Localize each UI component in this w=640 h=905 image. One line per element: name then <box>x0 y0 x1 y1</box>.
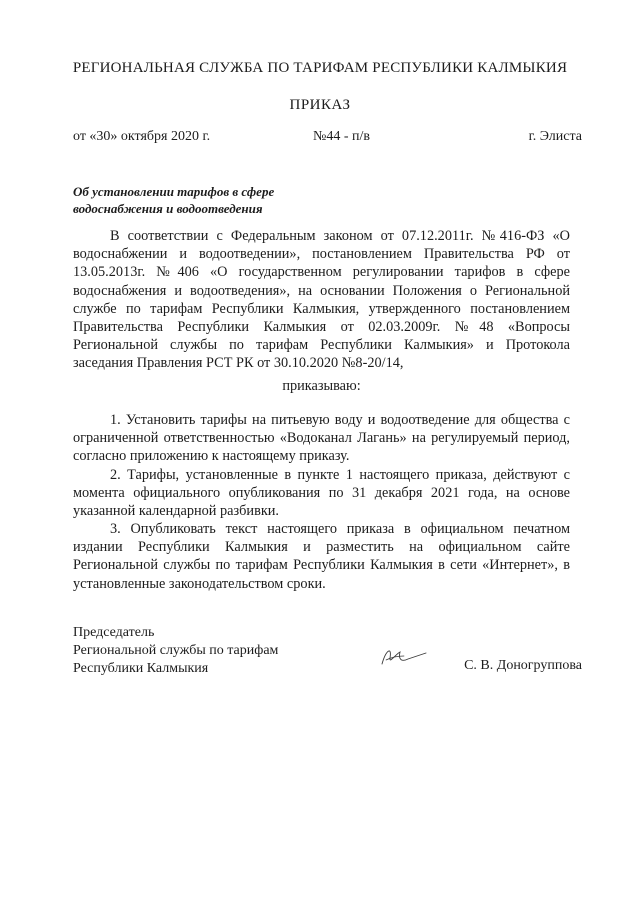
order-number: №44 - п/в <box>313 129 371 144</box>
signer-position <box>73 624 333 678</box>
agency-name: РЕГИОНАЛЬНАЯ СЛУЖБА ПО ТАРИФАМ РЕСПУБЛИКИ КАЛМЫКИЯ <box>72 60 568 76</box>
subject-line-2: водоснабжения и водоотведения <box>73 201 263 216</box>
order-city: г. Элиста <box>528 129 582 144</box>
order-meta <box>73 129 582 147</box>
order-item-2: 2. Тарифы, установленные в пункте 1 настоящего приказа, действуют с момента официального опубликования по 31 декабря 2021 года, на основе указанной календарной разбивки. <box>73 467 570 520</box>
signer-position-line-3: Республики Калмыкия <box>73 661 209 676</box>
handwritten-signature <box>372 642 432 672</box>
signer-position-line-2: Региональной службы по тарифам <box>73 643 279 658</box>
order-subject <box>73 183 363 217</box>
document-type: ПРИКАЗ <box>289 97 351 113</box>
decree-word: приказываю: <box>282 378 361 394</box>
signer-position-line-1: Председатель <box>73 625 155 640</box>
subject-line-1: Об установлении тарифов в сфере <box>73 184 275 199</box>
order-date: от «30» октября 2020 г. <box>73 129 211 144</box>
order-item-3: 3. Опубликовать текст настоящего приказа в официальном печатном издании Республики Калмыкия и разместить на официальном сайте Региональной службы по тарифам Республики Калмыкия в сети «Интернет», в установленные законодательством сроки. <box>73 521 570 592</box>
preamble-paragraph: В соответствии с Федеральным законом от 07.12.2011г. №416-ФЗ «О водоснабжении и водоотведении», постановлением Правительства РФ от 13.05.2013г. №406 «О государственном регулировании тарифов в сфере водоснабжения и водоотведения», на основании Положения о Региональной службе по тарифам Республики Калмыкия, утвержденного постановлением Правительства Республики Калмыкия от 02.03.2009г. №48 «Вопросы Региональной службы по тарифам Республики Калмыкия» и Протокола заседания Правления РСТ РК от 30.10.2020 №8-20/14, <box>73 228 570 372</box>
order-item-1: 1. Установить тарифы на питьевую воду и водоотведение для общества с ограниченной ответственностью «Водоканал Лагань» на регулируемый период, согласно приложению к настоящему приказу. <box>73 412 570 465</box>
signer-name: С. В. Доногруппова <box>464 658 582 673</box>
